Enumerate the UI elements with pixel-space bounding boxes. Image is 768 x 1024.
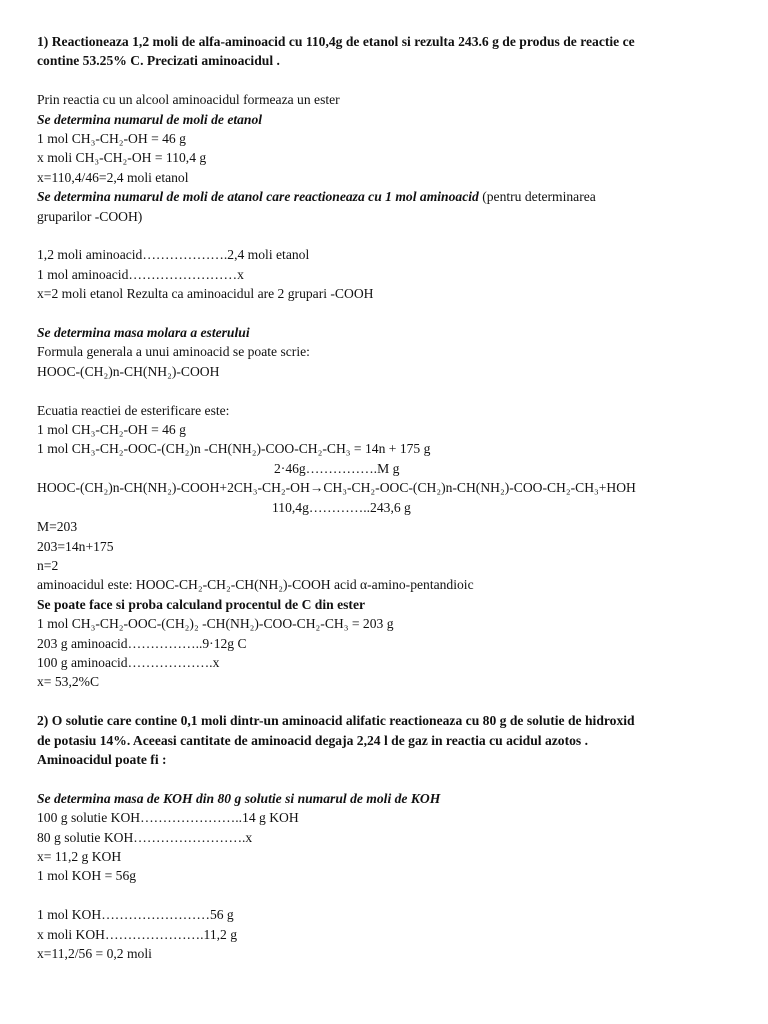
text-line: Prin reactia cu un alcool aminoacidul formeaza un ester — [37, 92, 340, 108]
text-line: 1 mol aminoacid……………………x — [37, 266, 244, 282]
section-heading: Se determina masa de KOH din 80 g solutie si numarul de moli de KOH — [37, 790, 441, 806]
text-line: x= 11,2 g KOH — [37, 848, 122, 864]
text-line: Ecuatia reactiei de esterificare este: — [37, 402, 230, 418]
text-line: x= 53,2%C — [37, 674, 100, 690]
text-line: x=11,2/56 = 0,2 moli — [37, 945, 152, 961]
text-line: x=2 moli etanol Rezulta ca aminoacidul are 2 grupari -COOH — [37, 286, 374, 302]
spacer — [37, 381, 737, 400]
text-line: aminoacidul este: HOOC-CH₂-CH₂-CH(NH₂)-COOH acid α-amino-pentandioic — [37, 577, 474, 593]
spacer — [37, 304, 737, 323]
section-heading-mixed — [37, 187, 737, 206]
problem2-title-line1: 2) O solutie care contine 0,1 moli dintr-un aminoacid alifatic reactioneaza cu 80 g de solutie de hidroxid — [37, 713, 635, 729]
spacer — [37, 692, 737, 711]
text-line: n=2 — [37, 557, 59, 573]
text-line: HOOC-(CH₂)n-CH(NH₂)-COOH — [37, 363, 220, 379]
text-line: x=110,4/46=2,4 moli etanol — [37, 169, 189, 185]
problem2-title-line3: Aminoacidul poate fi : — [37, 751, 167, 767]
text-line: 1 mol CH₃-CH₂-OH = 46 g — [37, 422, 186, 438]
problem1-title-line2: contine 53.25% C. Precizati aminoacidul . — [37, 53, 280, 69]
section-heading: Se determina numarul de moli de atanol care reactioneaza cu 1 mol aminoacid — [37, 189, 479, 205]
spacer — [37, 769, 737, 788]
text-line: 1 mol KOH……………………56 g — [37, 907, 234, 923]
section-heading: Se determina numarul de moli de etanol — [37, 111, 263, 127]
reaction-above-label: 2·46g…………….M g — [274, 460, 400, 476]
section-heading: Se poate face si proba calculand procentul de C din ester — [37, 596, 366, 612]
text-line: 203=14n+175 — [37, 538, 114, 554]
text-line: x moli CH₃-CH₂-OH = 110,4 g — [37, 150, 207, 166]
text-line: M=203 — [37, 519, 78, 535]
document-page — [37, 32, 737, 963]
reaction-below-label: 110,4g…………..243,6 g — [272, 499, 411, 515]
spacer — [37, 886, 737, 905]
section-heading: Se determina masa molara a esterului — [37, 325, 250, 341]
text-line: 1 mol KOH = 56g — [37, 868, 137, 884]
text-line: 1 mol CH₃-CH₂-OH = 46 g — [37, 131, 186, 147]
text-line: Formula generala a unui aminoacid se poate scrie: — [37, 344, 310, 360]
text-line: 203 g aminoacid……………..9·12g C — [37, 635, 247, 651]
text-line: 100 g aminoacid……………….x — [37, 654, 220, 670]
problem1-title-line1: 1) Reactioneaza 1,2 moli de alfa-aminoacid cu 110,4g de etanol si rezulta 243.6 g de produs de reactie ce — [37, 34, 635, 49]
text-line: 100 g solutie KOH…………………..14 g KOH — [37, 810, 299, 826]
text-line: 1,2 moli aminoacid……………….2,4 moli etanol — [37, 247, 310, 263]
text-line: x moli KOH………………….11,2 g — [37, 926, 238, 942]
text-line: 1 mol CH₃-CH₂-OOC-(CH₂)n -CH(NH₂)-COO-CH₂-CH₃ = 14n + 175 g — [37, 441, 431, 457]
text-line: 80 g solutie KOH…………………….x — [37, 829, 253, 845]
text-line: 1 mol CH₃-CH₂-OOC-(CH₂)₂ -CH(NH₂)-COO-CH₂-CH₃ = 203 g — [37, 616, 394, 632]
problem2-title-line2: de potasiu 14%. Aceeasi cantitate de aminoacid degaja 2,24 l de gaz in reactia cu acidul azotos . — [37, 732, 589, 748]
spacer — [37, 71, 737, 90]
text-span: (pentru determinarea — [478, 189, 596, 205]
text-line: gruparilor -COOH) — [37, 208, 143, 224]
spacer — [37, 226, 737, 245]
reaction-equation: HOOC-(CH₂)n-CH(NH₂)-COOH+2CH₃-CH₂-OH→CH₃-CH₂-OOC-(CH₂)n-CH(NH₂)-COO-CH₂-CH₃+HOH — [37, 480, 636, 496]
